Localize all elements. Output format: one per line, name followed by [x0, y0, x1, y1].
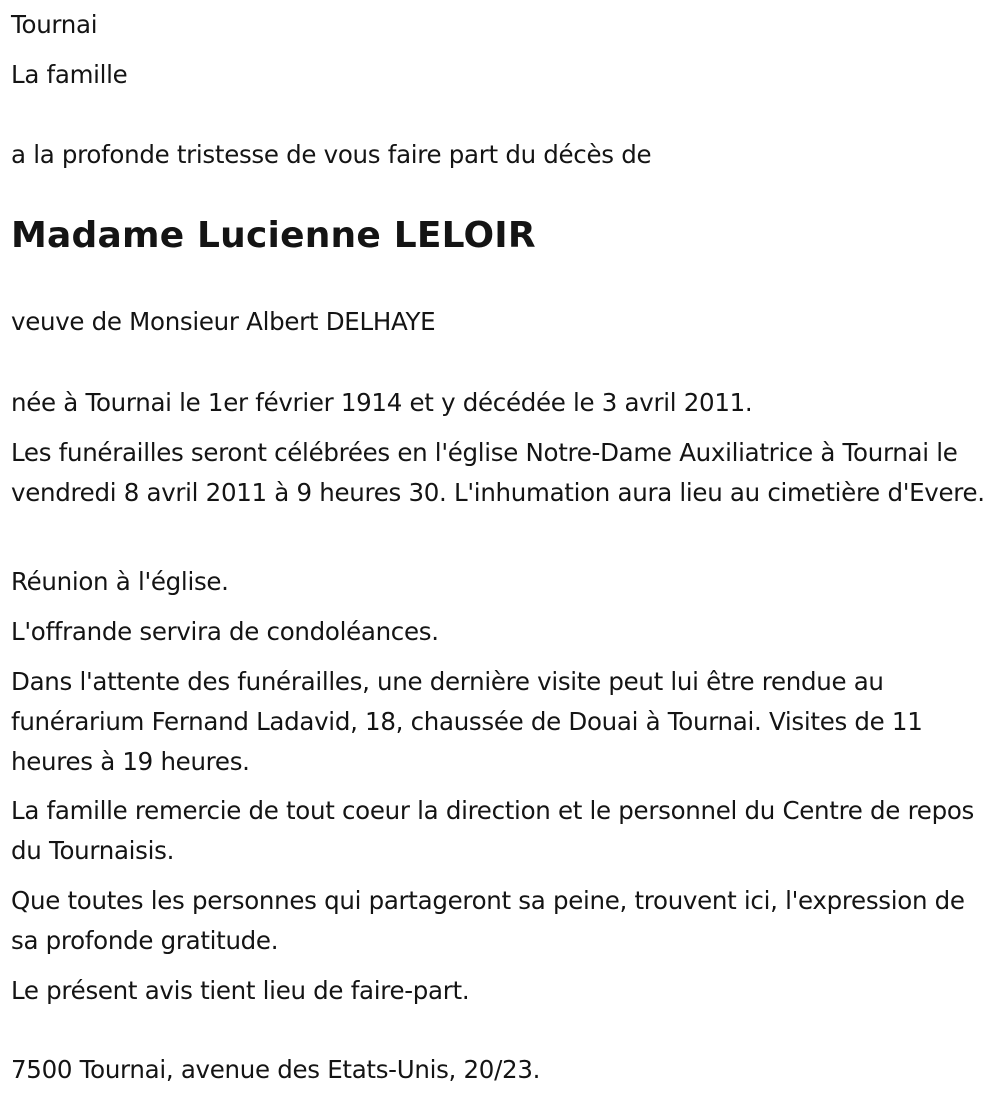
visit-paragraph: Dans l'attente des funérailles, une dernière visite peut lui être rendue au funérarium Fernand Ladavid, 18, chaussée de Douai à Tournai. Visites de 11 heures à 19 heures. — [11, 667, 923, 776]
city-heading: Tournai — [11, 10, 98, 39]
address-line: 7500 Tournai, avenue des Etats-Unis, 20/23. — [11, 1055, 541, 1084]
funeral-paragraph: Les funérailles seront célébrées en l'église Notre-Dame Auxiliatrice à Tournai le vendredi 8 avril 2011 à 9 heures 30. L'inhumation aura lieu au cimetière d'Evere. — [11, 438, 985, 507]
birth-death-line: née à Tournai le 1er février 1914 et y décédée le 3 avril 2011. — [11, 388, 753, 417]
offering-line: L'offrande servira de condoléances. — [11, 617, 439, 646]
announcement-line: a la profonde tristesse de vous faire part du décès de — [11, 140, 652, 169]
widow-of-line: veuve de Monsieur Albert DELHAYE — [11, 307, 436, 336]
gratitude-paragraph: Que toutes les personnes qui partageront sa peine, trouvent ici, l'expression de sa profonde gratitude. — [11, 886, 965, 955]
thanks-paragraph: La famille remercie de tout coeur la direction et le personnel du Centre de repos du Tournaisis. — [11, 796, 974, 865]
deceased-name: Madame Lucienne LELOIR — [11, 215, 536, 256]
notice-statement-line: Le présent avis tient lieu de faire-part. — [11, 976, 470, 1005]
family-line: La famille — [11, 60, 128, 89]
meeting-line: Réunion à l'église. — [11, 567, 229, 596]
